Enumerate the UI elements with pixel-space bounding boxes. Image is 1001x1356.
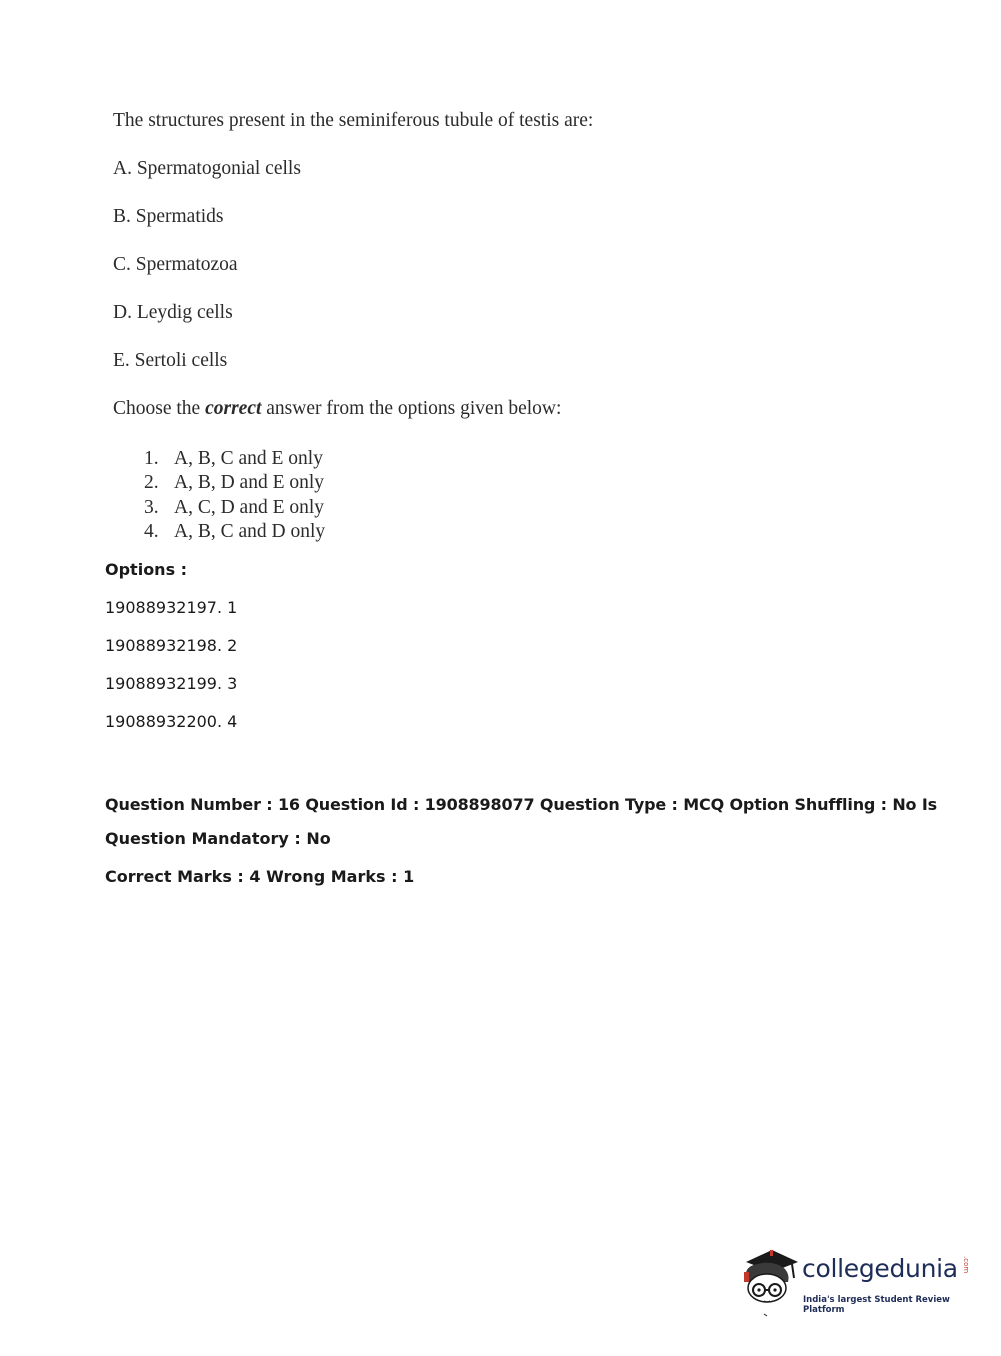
brand-name: collegedunia <box>802 1254 958 1283</box>
instruction-suffix: answer from the options given below: <box>261 398 562 419</box>
answer-choice <box>144 497 324 519</box>
question-stem: The structures present in the seminiferous tubule of testis are: <box>113 110 594 131</box>
answer-number: 3. <box>144 497 159 518</box>
answer-choice <box>144 448 323 470</box>
instruction <box>113 398 561 420</box>
options-heading: Options : <box>105 560 188 579</box>
answer-choice <box>144 472 324 494</box>
answer-number: 1. <box>144 448 159 469</box>
question-meta-line2: Question Mandatory : No <box>105 829 331 848</box>
option-item: 19088932198. 2 <box>105 636 238 655</box>
answer-text: A, B, D and E only <box>174 472 325 493</box>
answer-text: A, B, C and E only <box>174 448 323 469</box>
answer-number: 2. <box>144 472 159 493</box>
answer-number: 4. <box>144 521 159 542</box>
statement-c: C. Spermatozoa <box>113 254 238 275</box>
statement-d: D. Leydig cells <box>113 302 233 323</box>
instruction-emphasis: correct <box>205 398 262 419</box>
mascot-icon <box>740 1248 802 1318</box>
question-meta-line1: Question Number : 16 Question Id : 1908898077 Question Type : MCQ Option Shuffling : No Is <box>105 795 938 814</box>
answer-choice <box>144 521 325 543</box>
brand-tagline: India's largest Student Review Platform <box>803 1295 950 1315</box>
statement-a: A. Spermatogonial cells <box>113 158 301 179</box>
statement-e: E. Sertoli cells <box>113 350 228 371</box>
option-item: 19088932197. 1 <box>105 598 238 617</box>
answer-text: A, C, D and E only <box>174 497 325 518</box>
option-item: 19088932200. 4 <box>105 712 238 731</box>
option-item: 19088932199. 3 <box>105 674 238 693</box>
question-meta-line3: Correct Marks : 4 Wrong Marks : 1 <box>105 867 415 886</box>
collegedunia-logo <box>740 1248 970 1318</box>
instruction-prefix: Choose the <box>113 398 206 419</box>
statement-b: B. Spermatids <box>113 206 224 227</box>
answer-text: A, B, C and D only <box>174 521 326 542</box>
brand-domain-suffix: .com <box>962 1256 970 1274</box>
